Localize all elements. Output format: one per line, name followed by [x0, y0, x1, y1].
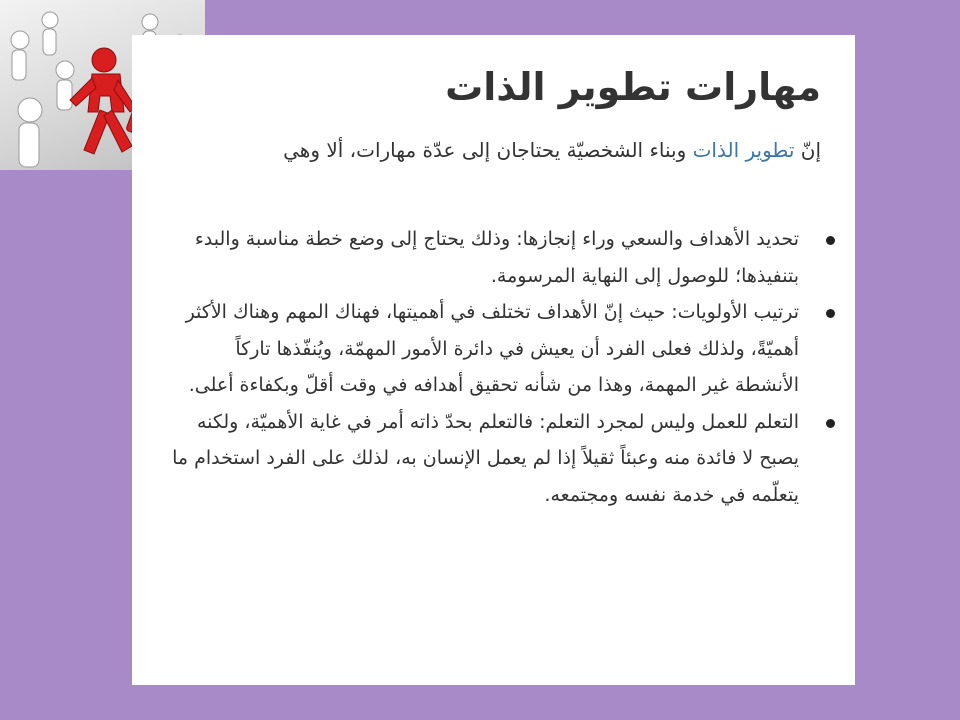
- article-card: [132, 35, 855, 685]
- intro-rest: وبناء الشخصيّة يحتاجان إلى عدّة مهارات، ألا وهي: [283, 138, 687, 162]
- intro-prefix: إنّ: [800, 138, 821, 162]
- list-item: [171, 221, 799, 294]
- list-item-text: التعلم للعمل وليس لمجرد التعلم: فالتعلم بحدّ ذاته أمر في غاية الأهميّة، ولكنه يصبح لا فائدة منه وعبئاً ثقيلاً إذا لم يعمل الإنسان به، لذلك على الفرد استخدام ما يتعلّمه في خدمة نفسه ومجتمعه.: [172, 410, 799, 506]
- list-item-text: ترتيب الأولويات: حيث إنّ الأهداف تختلف في أهميتها، فهناك المهم وهناك الأكثر أهميّةً، ولذلك فعلى الفرد أن يعيش في دائرة الأمور المهمّة، ويُنفّذها تاركاً الأنشطة غير المهمة، وهذا من شأنه تحقيق أهدافه في وقت أقلّ وبكفاءة أعلى.: [185, 301, 799, 396]
- list-item-text: تحديد الأهداف والسعي وراء إنجازها: وذلك يحتاج إلى وضع خطة مناسبة والبدء بتنفيذها؛ للوصول إلى النهاية المرسومة.: [194, 228, 799, 287]
- bullet-icon: [826, 419, 835, 428]
- bullet-icon: [826, 236, 835, 245]
- skills-list: [171, 221, 799, 513]
- article-title: مهارات تطوير الذات: [445, 65, 821, 109]
- list-item: [171, 404, 799, 514]
- self-development-link[interactable]: تطوير الذات: [692, 138, 795, 162]
- list-item: [171, 294, 799, 404]
- bullet-icon: [826, 309, 835, 318]
- intro-paragraph: [171, 129, 821, 171]
